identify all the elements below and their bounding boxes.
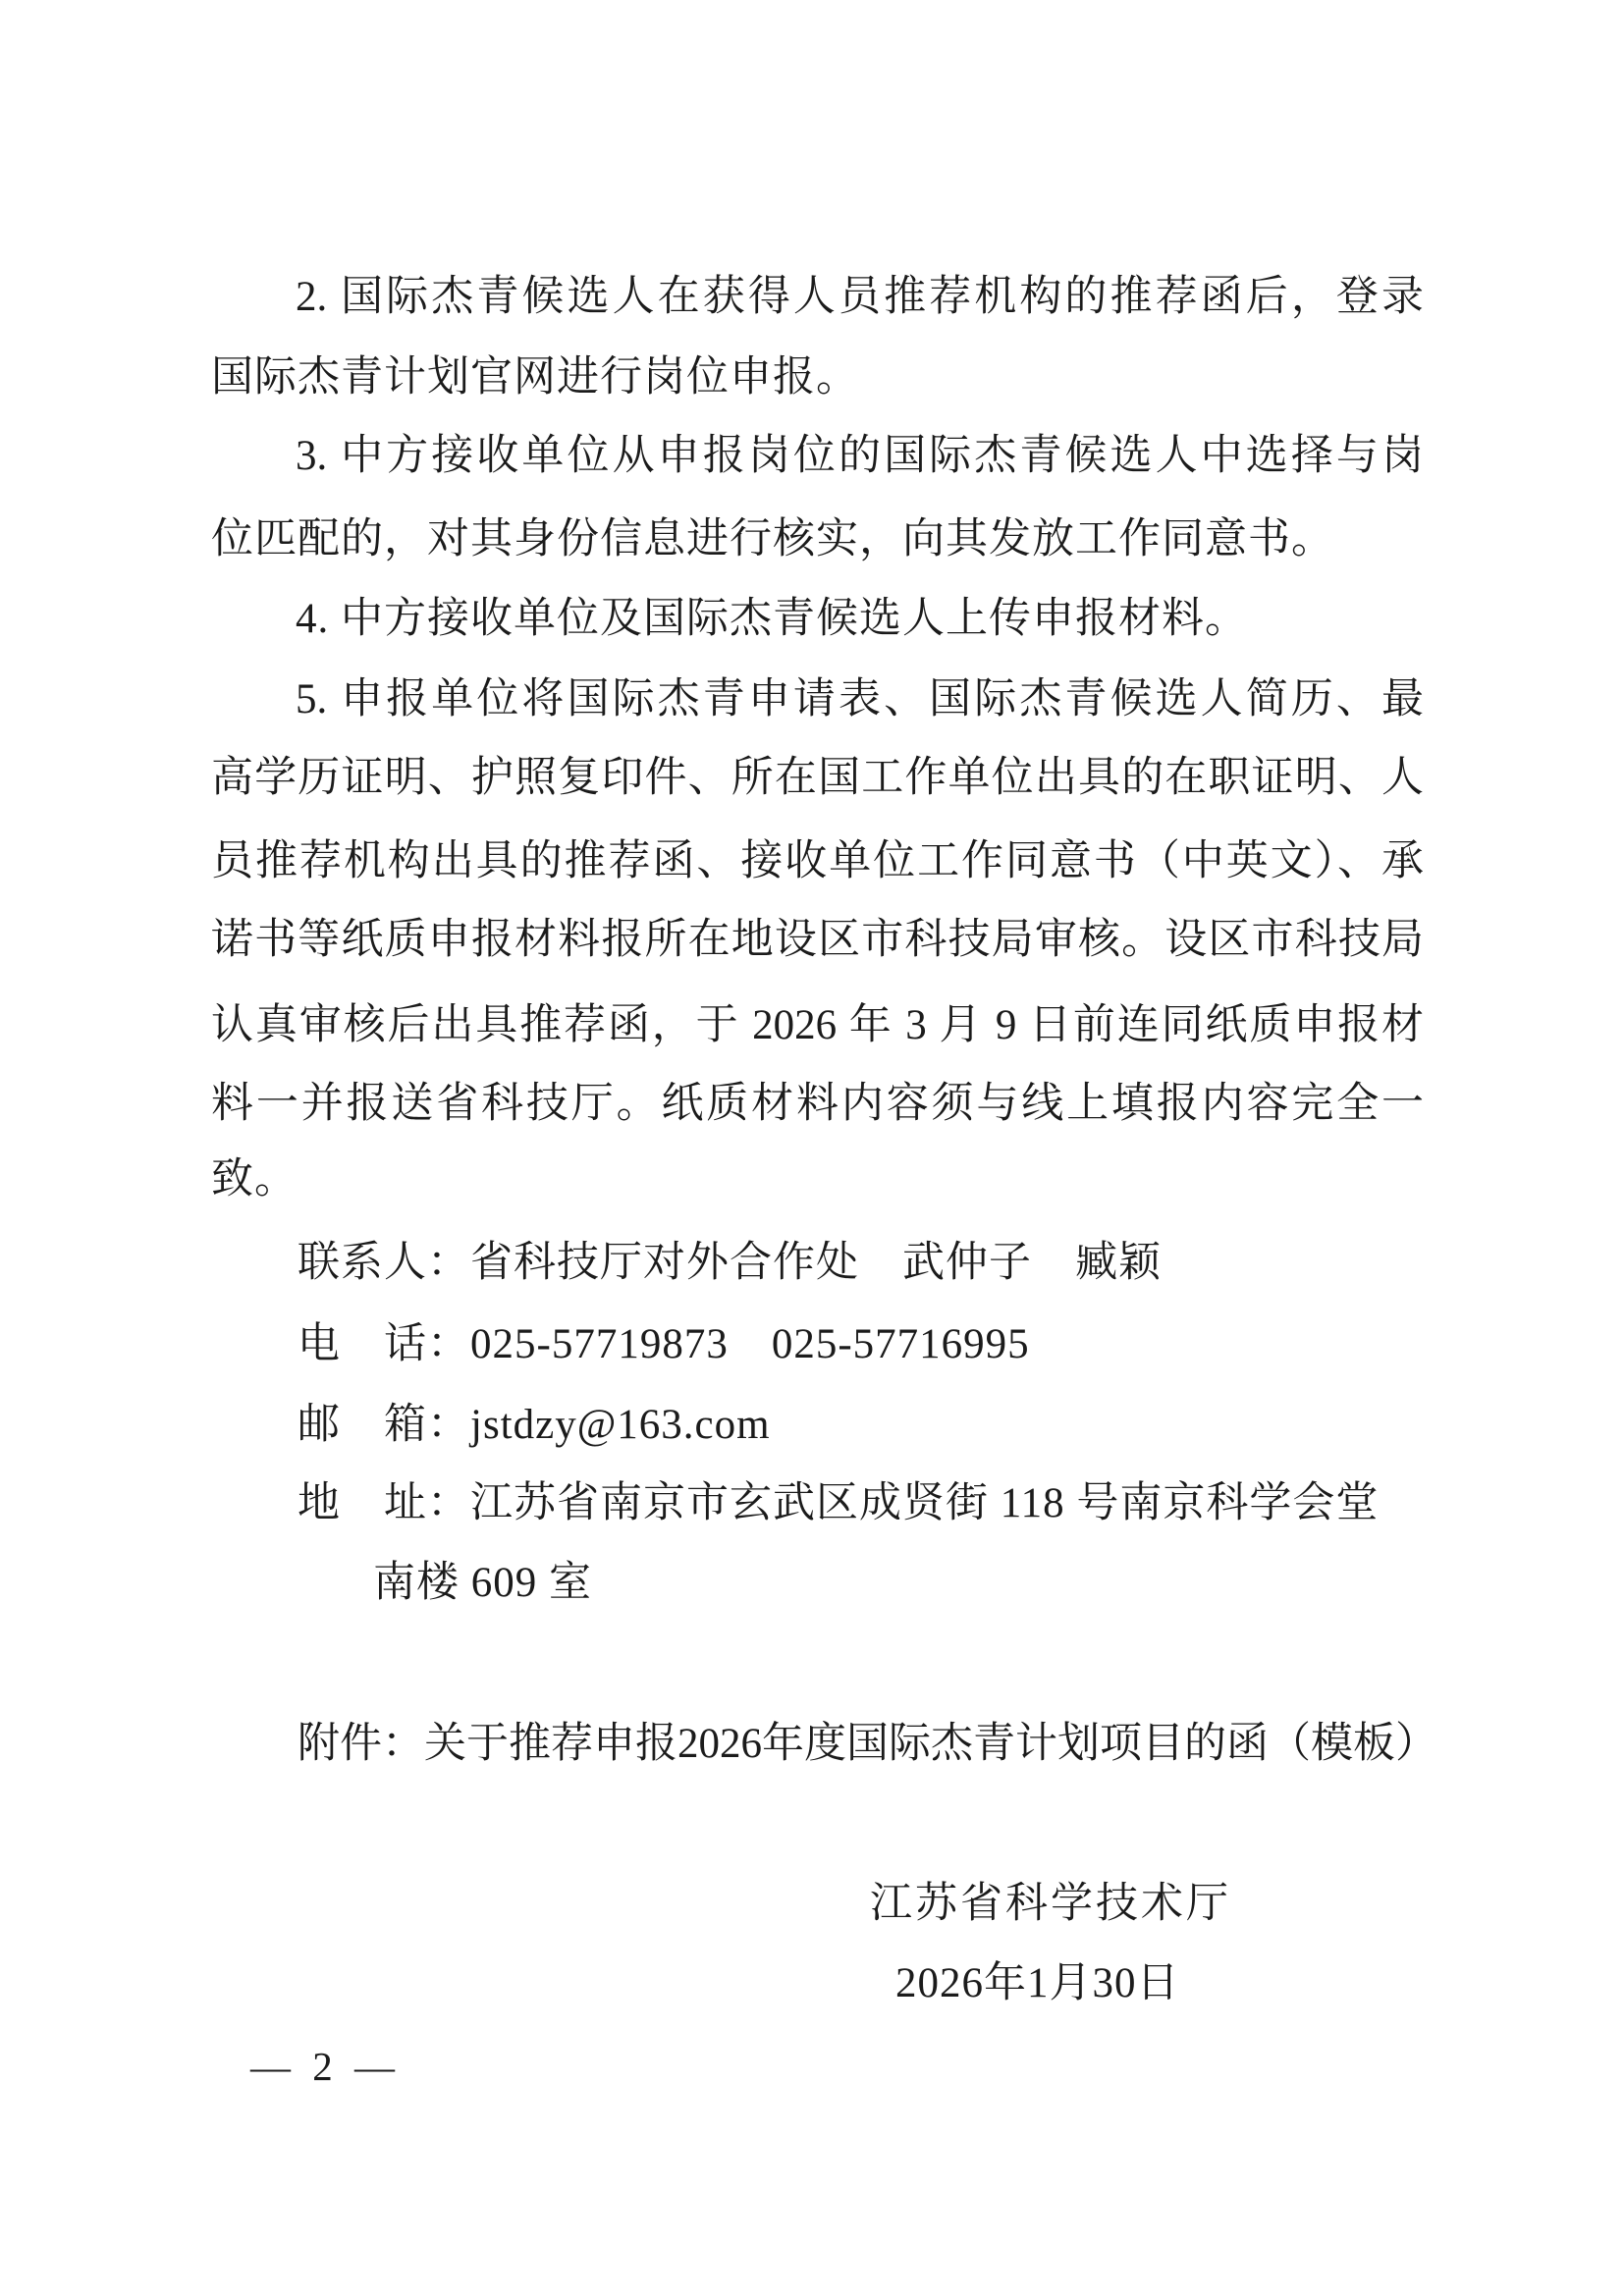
signature-date: 2026年1月30日 (895, 1960, 1180, 2006)
contact-phone-line: 电 话：025-57719873 025-57716995 (298, 1321, 1030, 1367)
para5-line7: 致。 (211, 1156, 298, 1202)
para5-line5: 认真审核后出具推荐函，于 2026 年 3 月 9 日前连同纸质申报材 (211, 1002, 1424, 1048)
contact-address-line: 地 址：江苏省南京市玄武区成贤街 118 号南京科学会堂 (298, 1480, 1380, 1526)
para4-line1: 4. 中方接收单位及国际杰青候选人上传申报材料。 (296, 596, 1248, 642)
para3-line1: 3. 中方接收单位从申报岗位的国际杰青候选人中选择与岗 (296, 433, 1424, 479)
signature-org: 江苏省科学技术厅 (870, 1881, 1231, 1927)
contact-person-line: 联系人：省科技厅对外合作处 武仲子 臧颖 (298, 1240, 1162, 1286)
para5-line1: 5. 申报单位将国际杰青申请表、国际杰青候选人简历、最 (296, 676, 1424, 722)
contact-address-line2: 南楼 609 室 (373, 1560, 592, 1606)
attachment-line: 附件：关于推荐申报2026年度国际杰青计划项目的函（模板） (298, 1721, 1437, 1767)
contact-email-line: 邮 箱：jstdzy@163.com (298, 1402, 771, 1448)
page-number: — 2 — (250, 2044, 401, 2089)
para5-line6: 料一并报送省科技厅。纸质材料内容须与线上填报内容完全一 (211, 1081, 1424, 1127)
para3-line2: 位匹配的，对其身份信息进行核实，向其发放工作同意书。 (211, 516, 1334, 562)
para5-line4: 诺书等纸质申报材料报所在地设区市科技局审核。设区市科技局 (211, 917, 1424, 963)
para5-line2: 高学历证明、护照复印件、所在国工作单位出具的在职证明、人 (211, 755, 1424, 801)
para2-line2: 国际杰青计划官网进行岗位申报。 (211, 354, 859, 400)
para2-line1: 2. 国际杰青候选人在获得人员推荐机构的推荐函后，登录 (296, 274, 1424, 320)
para5-line3: 员推荐机构出具的推荐函、接收单位工作同意书（中英文）、承 (211, 838, 1424, 884)
